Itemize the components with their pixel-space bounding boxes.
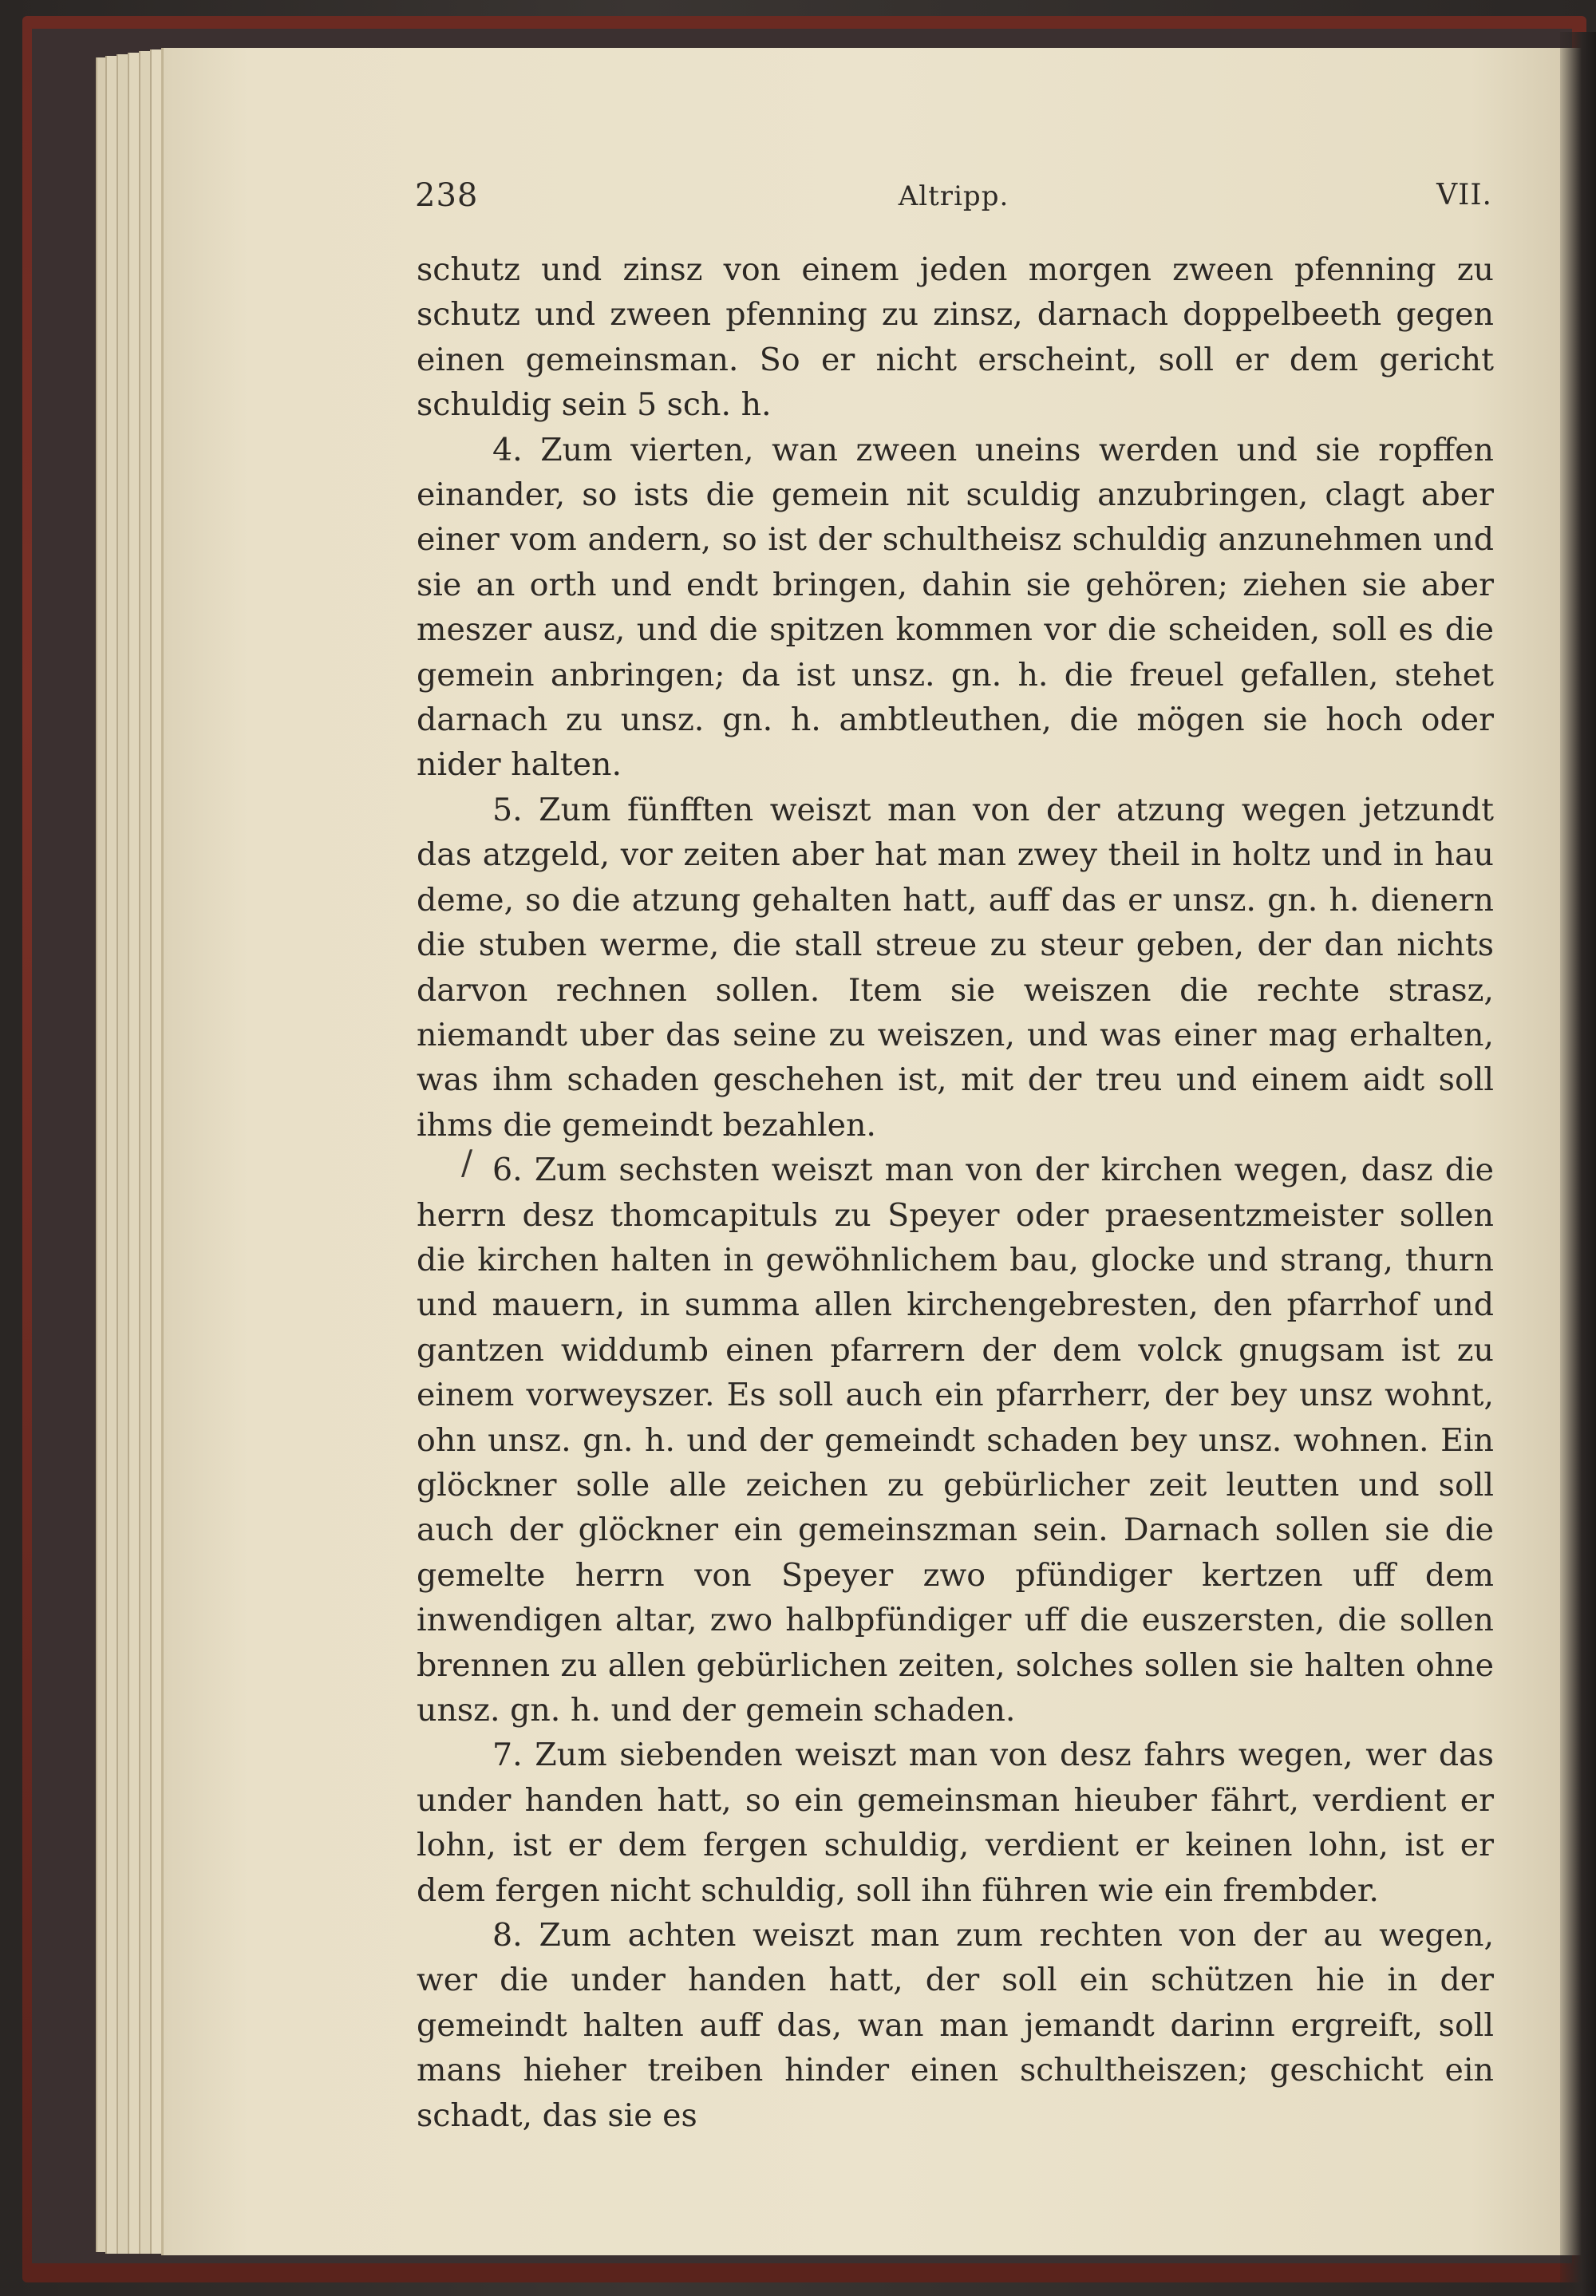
margin-pencil-mark: / xyxy=(461,1143,473,1182)
paragraph: 8. Zum achten weiszt man zum rechten von der au wegen, wer die under handen hatt, der soll ein schützen hie in der gemeindt halten auff das, wan man jemandt darinn ergreift, soll mans hieher treiben hinder einen schultheiszen; geschicht ein schadt, das sie es xyxy=(417,1917,1494,2134)
page-number: 238 xyxy=(415,177,479,214)
paragraph: 6. Zum sechsten weiszt man von der kirchen wegen, dasz die herrn desz thomcapituls zu Speyer oder praesentzmeister sollen die kirchen halten in gewöhnlichem bau, glocke und strang, thurn und mauern, in summa allen kirchengebresten, den pfarrhof und gantzen widdumb einen pfarrern der dem volck gnugsam ist zu einem vorweyszer. Es soll auch ein pfarrherr, der bey unsz wohnt, ohn unsz. gn. h. und der gemeindt schaden bey unsz. wohnen. Ein glöckner solle alle zeichen zu gebürlicher zeit leutten und soll auch der glöckner ein gemeinszman sein. Darnach sollen sie die gemelte herrn von Speyer zwo pfündiger kertzen uff dem inwendigen altar, zwo halbpfündiger uff die euszersten, die sollen brennen zu allen gebürlichen zeiten, solches sollen sie halten ohne unsz. gn. h. und der gemein schaden. xyxy=(417,1152,1494,1729)
body-text xyxy=(417,247,1494,2138)
paragraph: schutz und zinsz von einem jeden morgen zween pfenning zu schutz und zween pfenning zu zinsz, darnach doppelbeeth gegen einen gemeinsman. So er nicht erscheint, soll er dem gericht schuldig sein 5 sch. h. xyxy=(417,251,1494,424)
paragraph: 7. Zum siebenden weiszt man von desz fahrs wegen, wer das under handen hatt, so ein gemeinsman hieuber fährt, verdient er lohn, ist er dem fergen schuldig, verdient er keinen lohn, ist er dem fergen nicht schuldig, soll ihn führen wie ein frembder. xyxy=(417,1737,1494,1909)
paragraph: 4. Zum vierten, wan zween uneins werden und sie ropffen einander, so ists die gemein nit sculdig anzubringen, clagt aber einer vom andern, so ist der schultheisz schuldig anzunehmen und sie an orth und endt bringen, dahin sie gehören; ziehen sie aber meszer ausz, und die spitzen kommen vor die scheiden, soll es die gemein anbringen; da ist unsz. gn. h. die freuel gefallen, stehet darnach zu unsz. gn. h. ambtleuthen, die mögen sie hoch oder nider halten. xyxy=(417,431,1494,784)
binding-gutter xyxy=(1560,32,1596,2296)
running-head-title: Altripp. xyxy=(898,180,1009,212)
running-head xyxy=(415,177,1492,217)
paragraph: 5. Zum fünfften weiszt man von der atzung wegen jetzundt das atzgeld, vor zeiten aber hat man zwey theil in holtz und in hau deme, so die atzung gehalten hatt, auff das er unsz. gn. h. dienern die stuben werme, die stall streue zu steur geben, der dan nichts darvon rechnen sollen. Item sie weiszen die rechte strasz, niemandt uber das seine zu weiszen, und was einer mag erhalten, was ihm schaden geschehen ist, mit der treu und einem aidt soll ihms die gemeindt bezahlen. xyxy=(417,791,1494,1144)
chapter-number: VII. xyxy=(1436,179,1492,211)
